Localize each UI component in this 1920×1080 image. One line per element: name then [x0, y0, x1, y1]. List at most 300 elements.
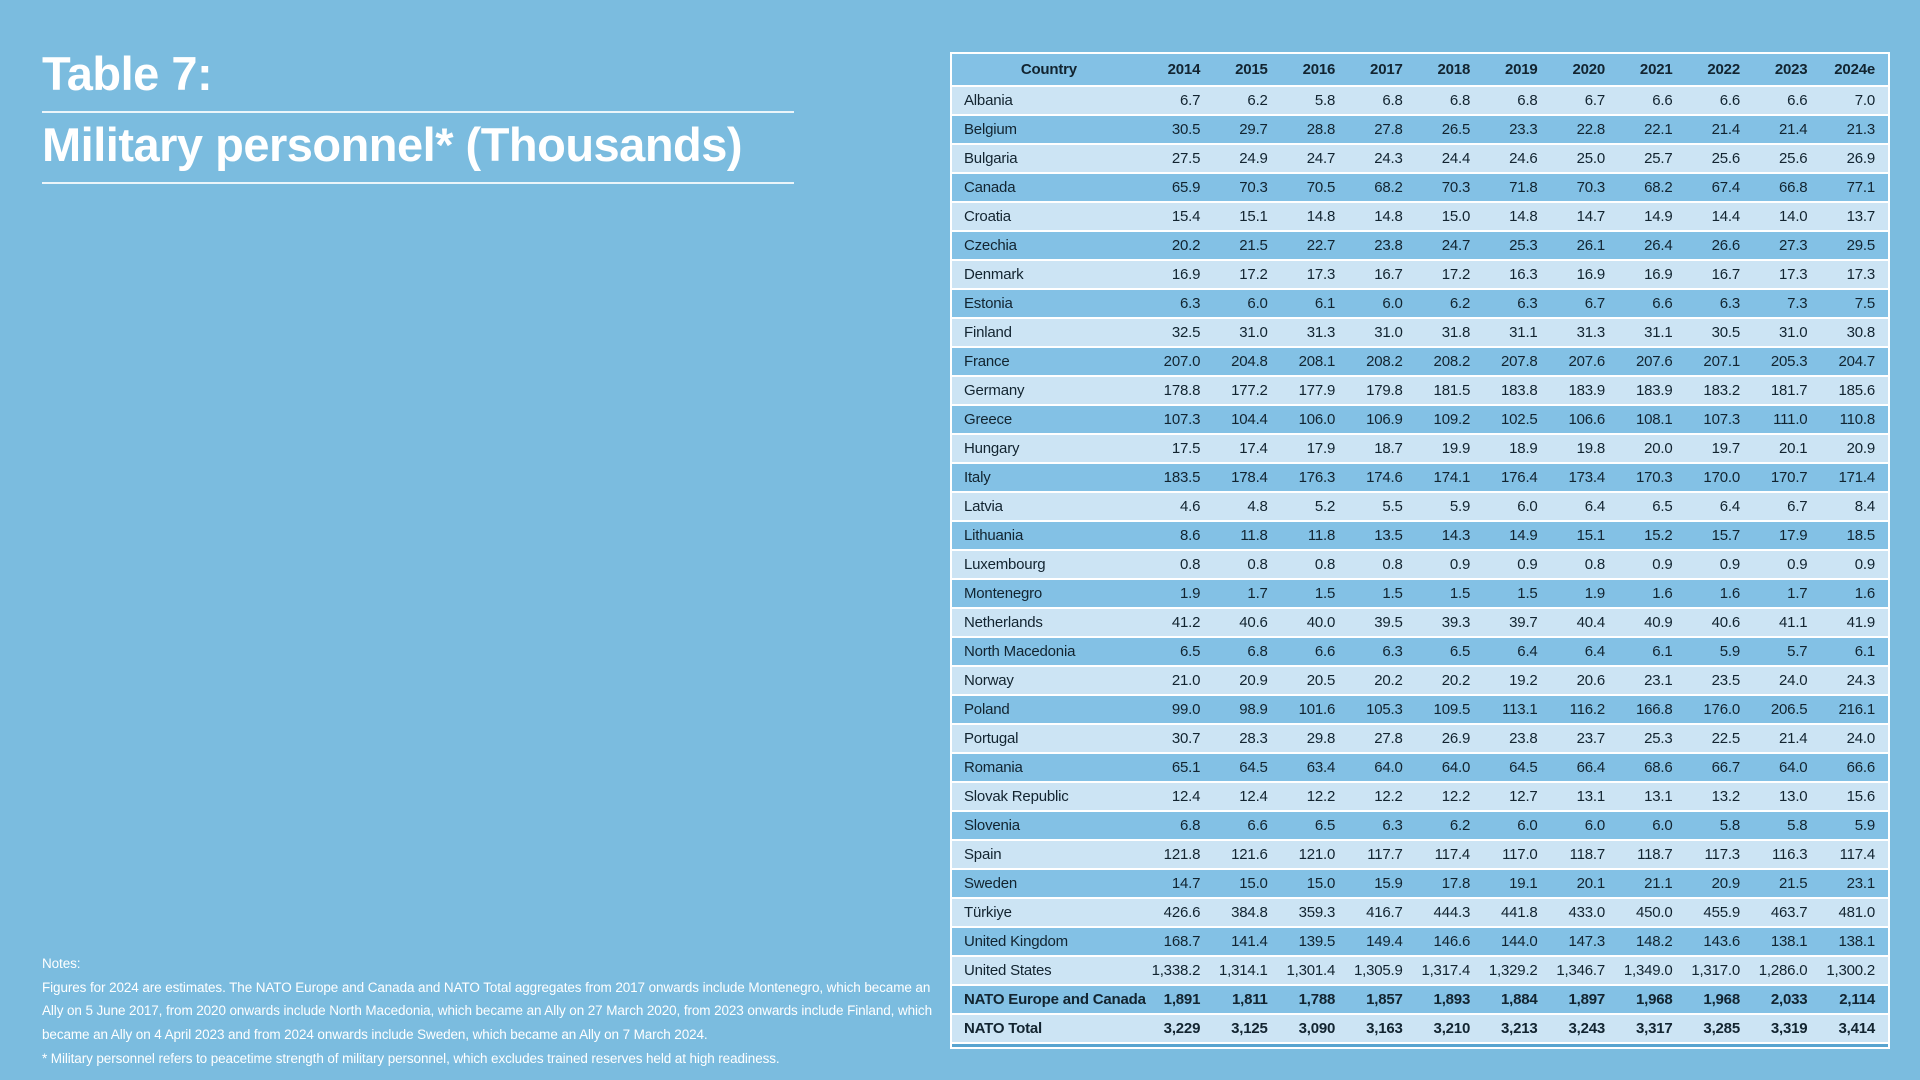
- value-cell: 176.0: [1686, 696, 1753, 723]
- value-cell: 6.6: [1281, 638, 1348, 665]
- value-cell: 176.4: [1483, 464, 1550, 491]
- value-cell: 3,243: [1551, 1015, 1618, 1042]
- value-cell: 6.0: [1551, 812, 1618, 839]
- value-cell: 6.7: [1146, 87, 1213, 114]
- value-cell: 5.9: [1820, 812, 1888, 839]
- value-cell: 24.0: [1820, 725, 1888, 752]
- title-divider-bottom: [42, 182, 794, 184]
- value-cell: 416.7: [1348, 899, 1415, 926]
- value-cell: 17.2: [1416, 261, 1483, 288]
- table-row: [952, 725, 1888, 752]
- value-cell: 31.0: [1213, 319, 1280, 346]
- value-cell: 24.6: [1483, 145, 1550, 172]
- value-cell: 6.8: [1348, 87, 1415, 114]
- table-row: [952, 174, 1888, 201]
- value-cell: 106.9: [1348, 406, 1415, 433]
- value-cell: 1,317.0: [1686, 957, 1753, 984]
- value-cell: 5.2: [1281, 493, 1348, 520]
- value-cell: 31.1: [1483, 319, 1550, 346]
- value-cell: 11.8: [1281, 522, 1348, 549]
- table-row: [952, 580, 1888, 607]
- value-cell: 11.8: [1213, 522, 1280, 549]
- value-cell: 40.4: [1551, 609, 1618, 636]
- value-cell: 6.0: [1618, 812, 1685, 839]
- value-cell: 20.0: [1618, 435, 1685, 462]
- value-cell: 26.9: [1416, 725, 1483, 752]
- value-cell: 0.8: [1348, 551, 1415, 578]
- value-cell: 106.0: [1281, 406, 1348, 433]
- value-cell: 20.2: [1416, 667, 1483, 694]
- value-cell: 64.0: [1348, 754, 1415, 781]
- value-cell: 20.1: [1753, 435, 1820, 462]
- column-header: 2015: [1213, 54, 1280, 85]
- value-cell: 17.8: [1416, 870, 1483, 897]
- value-cell: 16.9: [1551, 261, 1618, 288]
- value-cell: 3,414: [1820, 1015, 1888, 1042]
- value-cell: 19.8: [1551, 435, 1618, 462]
- value-cell: 40.6: [1213, 609, 1280, 636]
- notes-heading: Notes:: [42, 956, 81, 971]
- value-cell: 24.7: [1416, 232, 1483, 259]
- value-cell: 108.1: [1618, 406, 1685, 433]
- value-cell: 1,301.4: [1281, 957, 1348, 984]
- value-cell: 6.8: [1213, 638, 1280, 665]
- column-header: 2022: [1686, 54, 1753, 85]
- value-cell: 1,897: [1551, 986, 1618, 1013]
- value-cell: 66.6: [1820, 754, 1888, 781]
- value-cell: 41.2: [1146, 609, 1213, 636]
- value-cell: 14.7: [1146, 870, 1213, 897]
- value-cell: 6.3: [1146, 290, 1213, 317]
- country-cell: Spain: [952, 841, 1146, 868]
- value-cell: 20.6: [1551, 667, 1618, 694]
- value-cell: 1.7: [1213, 580, 1280, 607]
- value-cell: 105.3: [1348, 696, 1415, 723]
- value-cell: 29.8: [1281, 725, 1348, 752]
- country-cell: United Kingdom: [952, 928, 1146, 955]
- country-cell: Italy: [952, 464, 1146, 491]
- value-cell: 70.5: [1281, 174, 1348, 201]
- value-cell: 63.4: [1281, 754, 1348, 781]
- value-cell: 22.8: [1551, 116, 1618, 143]
- column-header: Country: [952, 54, 1146, 85]
- column-header: 2018: [1416, 54, 1483, 85]
- country-cell: United States: [952, 957, 1146, 984]
- value-cell: 19.2: [1483, 667, 1550, 694]
- value-cell: 65.9: [1146, 174, 1213, 201]
- value-cell: 70.3: [1213, 174, 1280, 201]
- value-cell: 6.5: [1416, 638, 1483, 665]
- value-cell: 177.2: [1213, 377, 1280, 404]
- value-cell: 20.9: [1213, 667, 1280, 694]
- value-cell: 18.9: [1483, 435, 1550, 462]
- value-cell: 22.5: [1686, 725, 1753, 752]
- value-cell: 6.4: [1551, 638, 1618, 665]
- value-cell: 111.0: [1753, 406, 1820, 433]
- value-cell: 1,286.0: [1753, 957, 1820, 984]
- value-cell: 205.3: [1753, 348, 1820, 375]
- value-cell: 0.9: [1618, 551, 1685, 578]
- value-cell: 107.3: [1146, 406, 1213, 433]
- table-row: [952, 493, 1888, 520]
- country-cell: Germany: [952, 377, 1146, 404]
- value-cell: 20.9: [1686, 870, 1753, 897]
- value-cell: 208.1: [1281, 348, 1348, 375]
- value-cell: 77.1: [1820, 174, 1888, 201]
- value-cell: 1,968: [1686, 986, 1753, 1013]
- country-cell: Belgium: [952, 116, 1146, 143]
- value-cell: 174.6: [1348, 464, 1415, 491]
- value-cell: 1,329.2: [1483, 957, 1550, 984]
- value-cell: 5.9: [1686, 638, 1753, 665]
- value-cell: 12.4: [1146, 783, 1213, 810]
- value-cell: 0.8: [1146, 551, 1213, 578]
- table-row: [952, 667, 1888, 694]
- value-cell: 14.8: [1281, 203, 1348, 230]
- value-cell: 2,114: [1820, 986, 1888, 1013]
- country-cell: Estonia: [952, 290, 1146, 317]
- country-cell: NATO Total: [952, 1015, 1146, 1042]
- value-cell: 2,033: [1753, 986, 1820, 1013]
- value-cell: 21.3: [1820, 116, 1888, 143]
- value-cell: 26.1: [1551, 232, 1618, 259]
- value-cell: 6.1: [1618, 638, 1685, 665]
- value-cell: 17.5: [1146, 435, 1213, 462]
- table-row: [952, 435, 1888, 462]
- value-cell: 28.8: [1281, 116, 1348, 143]
- value-cell: 1.5: [1416, 580, 1483, 607]
- value-cell: 8.6: [1146, 522, 1213, 549]
- value-cell: 1.6: [1820, 580, 1888, 607]
- value-cell: 66.4: [1551, 754, 1618, 781]
- value-cell: 6.3: [1483, 290, 1550, 317]
- value-cell: 30.8: [1820, 319, 1888, 346]
- value-cell: 174.1: [1416, 464, 1483, 491]
- value-cell: 24.7: [1281, 145, 1348, 172]
- title-block: [42, 42, 794, 184]
- table-head: [952, 54, 1888, 85]
- value-cell: 65.1: [1146, 754, 1213, 781]
- value-cell: 18.7: [1348, 435, 1415, 462]
- value-cell: 6.3: [1348, 812, 1415, 839]
- country-cell: Netherlands: [952, 609, 1146, 636]
- value-cell: 64.0: [1416, 754, 1483, 781]
- value-cell: 31.8: [1416, 319, 1483, 346]
- value-cell: 1.7: [1753, 580, 1820, 607]
- value-cell: 216.1: [1820, 696, 1888, 723]
- country-cell: North Macedonia: [952, 638, 1146, 665]
- value-cell: 31.3: [1551, 319, 1618, 346]
- value-cell: 204.8: [1213, 348, 1280, 375]
- value-cell: 15.0: [1416, 203, 1483, 230]
- value-cell: 23.8: [1483, 725, 1550, 752]
- value-cell: 22.7: [1281, 232, 1348, 259]
- value-cell: 441.8: [1483, 899, 1550, 926]
- value-cell: 31.0: [1348, 319, 1415, 346]
- value-cell: 444.3: [1416, 899, 1483, 926]
- value-cell: 27.8: [1348, 116, 1415, 143]
- value-cell: 25.3: [1483, 232, 1550, 259]
- value-cell: 32.5: [1146, 319, 1213, 346]
- value-cell: 70.3: [1416, 174, 1483, 201]
- table-row: [952, 841, 1888, 868]
- value-cell: 183.8: [1483, 377, 1550, 404]
- value-cell: 168.7: [1146, 928, 1213, 955]
- value-cell: 148.2: [1618, 928, 1685, 955]
- table-row: [952, 522, 1888, 549]
- table-row: [952, 348, 1888, 375]
- value-cell: 41.9: [1820, 609, 1888, 636]
- value-cell: 181.7: [1753, 377, 1820, 404]
- value-cell: 3,213: [1483, 1015, 1550, 1042]
- value-cell: 463.7: [1753, 899, 1820, 926]
- value-cell: 3,125: [1213, 1015, 1280, 1042]
- value-cell: 183.5: [1146, 464, 1213, 491]
- value-cell: 118.7: [1551, 841, 1618, 868]
- value-cell: 1,968: [1618, 986, 1685, 1013]
- table-row: [952, 377, 1888, 404]
- value-cell: 31.3: [1281, 319, 1348, 346]
- value-cell: 17.3: [1820, 261, 1888, 288]
- table-header-row: [952, 54, 1888, 85]
- value-cell: 29.7: [1213, 116, 1280, 143]
- value-cell: 107.3: [1686, 406, 1753, 433]
- value-cell: 4.8: [1213, 493, 1280, 520]
- country-cell: Portugal: [952, 725, 1146, 752]
- value-cell: 3,229: [1146, 1015, 1213, 1042]
- value-cell: 208.2: [1416, 348, 1483, 375]
- value-cell: 24.4: [1416, 145, 1483, 172]
- value-cell: 6.0: [1348, 290, 1415, 317]
- value-cell: 1,884: [1483, 986, 1550, 1013]
- value-cell: 1,338.2: [1146, 957, 1213, 984]
- value-cell: 0.9: [1686, 551, 1753, 578]
- table-row: [952, 957, 1888, 984]
- value-cell: 25.0: [1551, 145, 1618, 172]
- table-row: [952, 899, 1888, 926]
- value-cell: 40.6: [1686, 609, 1753, 636]
- value-cell: 0.8: [1551, 551, 1618, 578]
- value-cell: 24.3: [1820, 667, 1888, 694]
- value-cell: 20.5: [1281, 667, 1348, 694]
- value-cell: 101.6: [1281, 696, 1348, 723]
- value-cell: 14.8: [1483, 203, 1550, 230]
- table-row: [952, 145, 1888, 172]
- value-cell: 19.1: [1483, 870, 1550, 897]
- table-row: [952, 754, 1888, 781]
- value-cell: 21.1: [1618, 870, 1685, 897]
- value-cell: 3,090: [1281, 1015, 1348, 1042]
- value-cell: 21.4: [1753, 116, 1820, 143]
- value-cell: 178.8: [1146, 377, 1213, 404]
- value-cell: 26.6: [1686, 232, 1753, 259]
- value-cell: 14.3: [1416, 522, 1483, 549]
- country-cell: Slovenia: [952, 812, 1146, 839]
- value-cell: 183.9: [1618, 377, 1685, 404]
- value-cell: 1,893: [1416, 986, 1483, 1013]
- value-cell: 26.4: [1618, 232, 1685, 259]
- country-cell: Montenegro: [952, 580, 1146, 607]
- value-cell: 207.6: [1618, 348, 1685, 375]
- value-cell: 6.5: [1281, 812, 1348, 839]
- value-cell: 15.6: [1820, 783, 1888, 810]
- table-row: [952, 812, 1888, 839]
- value-cell: 426.6: [1146, 899, 1213, 926]
- value-cell: 0.9: [1753, 551, 1820, 578]
- value-cell: 13.7: [1820, 203, 1888, 230]
- value-cell: 1,891: [1146, 986, 1213, 1013]
- value-cell: 166.8: [1618, 696, 1685, 723]
- value-cell: 1,317.4: [1416, 957, 1483, 984]
- value-cell: 384.8: [1213, 899, 1280, 926]
- table-row: [952, 551, 1888, 578]
- value-cell: 206.5: [1753, 696, 1820, 723]
- value-cell: 15.1: [1213, 203, 1280, 230]
- value-cell: 23.5: [1686, 667, 1753, 694]
- value-cell: 20.9: [1820, 435, 1888, 462]
- value-cell: 16.3: [1483, 261, 1550, 288]
- value-cell: 26.9: [1820, 145, 1888, 172]
- table-row: [952, 87, 1888, 114]
- value-cell: 171.4: [1820, 464, 1888, 491]
- country-cell: Greece: [952, 406, 1146, 433]
- value-cell: 5.9: [1416, 493, 1483, 520]
- value-cell: 16.9: [1146, 261, 1213, 288]
- value-cell: 24.3: [1348, 145, 1415, 172]
- value-cell: 176.3: [1281, 464, 1348, 491]
- value-cell: 6.8: [1416, 87, 1483, 114]
- title-divider-top: [42, 111, 794, 113]
- value-cell: 113.1: [1483, 696, 1550, 723]
- country-cell: Denmark: [952, 261, 1146, 288]
- value-cell: 121.6: [1213, 841, 1280, 868]
- value-cell: 1,346.7: [1551, 957, 1618, 984]
- value-cell: 13.1: [1618, 783, 1685, 810]
- value-cell: 27.3: [1753, 232, 1820, 259]
- value-cell: 6.6: [1618, 87, 1685, 114]
- value-cell: 17.3: [1753, 261, 1820, 288]
- value-cell: 433.0: [1551, 899, 1618, 926]
- country-cell: Czechia: [952, 232, 1146, 259]
- value-cell: 6.6: [1686, 87, 1753, 114]
- value-cell: 26.5: [1416, 116, 1483, 143]
- value-cell: 14.9: [1618, 203, 1685, 230]
- value-cell: 1.6: [1686, 580, 1753, 607]
- value-cell: 15.0: [1213, 870, 1280, 897]
- value-cell: 20.2: [1146, 232, 1213, 259]
- value-cell: 30.7: [1146, 725, 1213, 752]
- value-cell: 5.8: [1753, 812, 1820, 839]
- value-cell: 138.1: [1820, 928, 1888, 955]
- personnel-table: [952, 52, 1888, 1047]
- value-cell: 1,314.1: [1213, 957, 1280, 984]
- column-header: 2019: [1483, 54, 1550, 85]
- notes-body: Figures for 2024 are estimates. The NATO Europe and Canada and NATO Total aggregates from 2017 onwards include Montenegro, which became an Ally on 5 June 2017, from 2020 onwards include North Macedonia, which became an Ally on 27 March 2020, from 2023 onwards include Finland, which became an Ally on 4 April 2023 and from 2024 onwards include Sweden, which became an Ally on 7 March 2024.: [42, 979, 932, 1042]
- value-cell: 0.9: [1416, 551, 1483, 578]
- table-row: [952, 203, 1888, 230]
- value-cell: 6.4: [1483, 638, 1550, 665]
- value-cell: 147.3: [1551, 928, 1618, 955]
- value-cell: 5.8: [1686, 812, 1753, 839]
- notes-block: [42, 952, 954, 1070]
- value-cell: 170.0: [1686, 464, 1753, 491]
- value-cell: 16.9: [1618, 261, 1685, 288]
- value-cell: 6.4: [1551, 493, 1618, 520]
- value-cell: 1.5: [1483, 580, 1550, 607]
- value-cell: 6.1: [1281, 290, 1348, 317]
- value-cell: 1.5: [1348, 580, 1415, 607]
- value-cell: 121.0: [1281, 841, 1348, 868]
- country-cell: France: [952, 348, 1146, 375]
- country-cell: Türkiye: [952, 899, 1146, 926]
- value-cell: 6.7: [1551, 290, 1618, 317]
- table-row: [952, 261, 1888, 288]
- value-cell: 16.7: [1348, 261, 1415, 288]
- value-cell: 143.6: [1686, 928, 1753, 955]
- value-cell: 178.4: [1213, 464, 1280, 491]
- column-header: 2020: [1551, 54, 1618, 85]
- value-cell: 0.9: [1820, 551, 1888, 578]
- country-cell: Norway: [952, 667, 1146, 694]
- value-cell: 183.9: [1551, 377, 1618, 404]
- value-cell: 28.3: [1213, 725, 1280, 752]
- value-cell: 121.8: [1146, 841, 1213, 868]
- value-cell: 177.9: [1281, 377, 1348, 404]
- country-cell: Finland: [952, 319, 1146, 346]
- value-cell: 3,163: [1348, 1015, 1415, 1042]
- value-cell: 6.8: [1483, 87, 1550, 114]
- notes-footnote: * Military personnel refers to peacetime strength of military personnel, which excludes trained reserves held at high readiness.: [42, 1050, 780, 1066]
- value-cell: 64.5: [1483, 754, 1550, 781]
- value-cell: 41.1: [1753, 609, 1820, 636]
- value-cell: 450.0: [1618, 899, 1685, 926]
- value-cell: 0.9: [1483, 551, 1550, 578]
- value-cell: 6.2: [1213, 87, 1280, 114]
- value-cell: 64.0: [1753, 754, 1820, 781]
- country-cell: Luxembourg: [952, 551, 1146, 578]
- value-cell: 21.0: [1146, 667, 1213, 694]
- value-cell: 141.4: [1213, 928, 1280, 955]
- value-cell: 14.8: [1348, 203, 1415, 230]
- value-cell: 68.2: [1618, 174, 1685, 201]
- column-header: 2021: [1618, 54, 1685, 85]
- value-cell: 15.1: [1551, 522, 1618, 549]
- value-cell: 99.0: [1146, 696, 1213, 723]
- value-cell: 23.7: [1551, 725, 1618, 752]
- country-cell: Albania: [952, 87, 1146, 114]
- table-body: [952, 87, 1888, 1042]
- value-cell: 7.0: [1820, 87, 1888, 114]
- value-cell: 109.2: [1416, 406, 1483, 433]
- value-cell: 207.1: [1686, 348, 1753, 375]
- value-cell: 14.7: [1551, 203, 1618, 230]
- value-cell: 68.6: [1618, 754, 1685, 781]
- value-cell: 6.7: [1551, 87, 1618, 114]
- value-cell: 170.7: [1753, 464, 1820, 491]
- value-cell: 6.7: [1753, 493, 1820, 520]
- table-row: [952, 928, 1888, 955]
- value-cell: 29.5: [1820, 232, 1888, 259]
- value-cell: 207.0: [1146, 348, 1213, 375]
- column-header: 2023: [1753, 54, 1820, 85]
- table-number-title: Table 7:: [42, 47, 213, 100]
- value-cell: 204.7: [1820, 348, 1888, 375]
- value-cell: 359.3: [1281, 899, 1348, 926]
- value-cell: 1,349.0: [1618, 957, 1685, 984]
- value-cell: 116.2: [1551, 696, 1618, 723]
- value-cell: 6.0: [1213, 290, 1280, 317]
- value-cell: 149.4: [1348, 928, 1415, 955]
